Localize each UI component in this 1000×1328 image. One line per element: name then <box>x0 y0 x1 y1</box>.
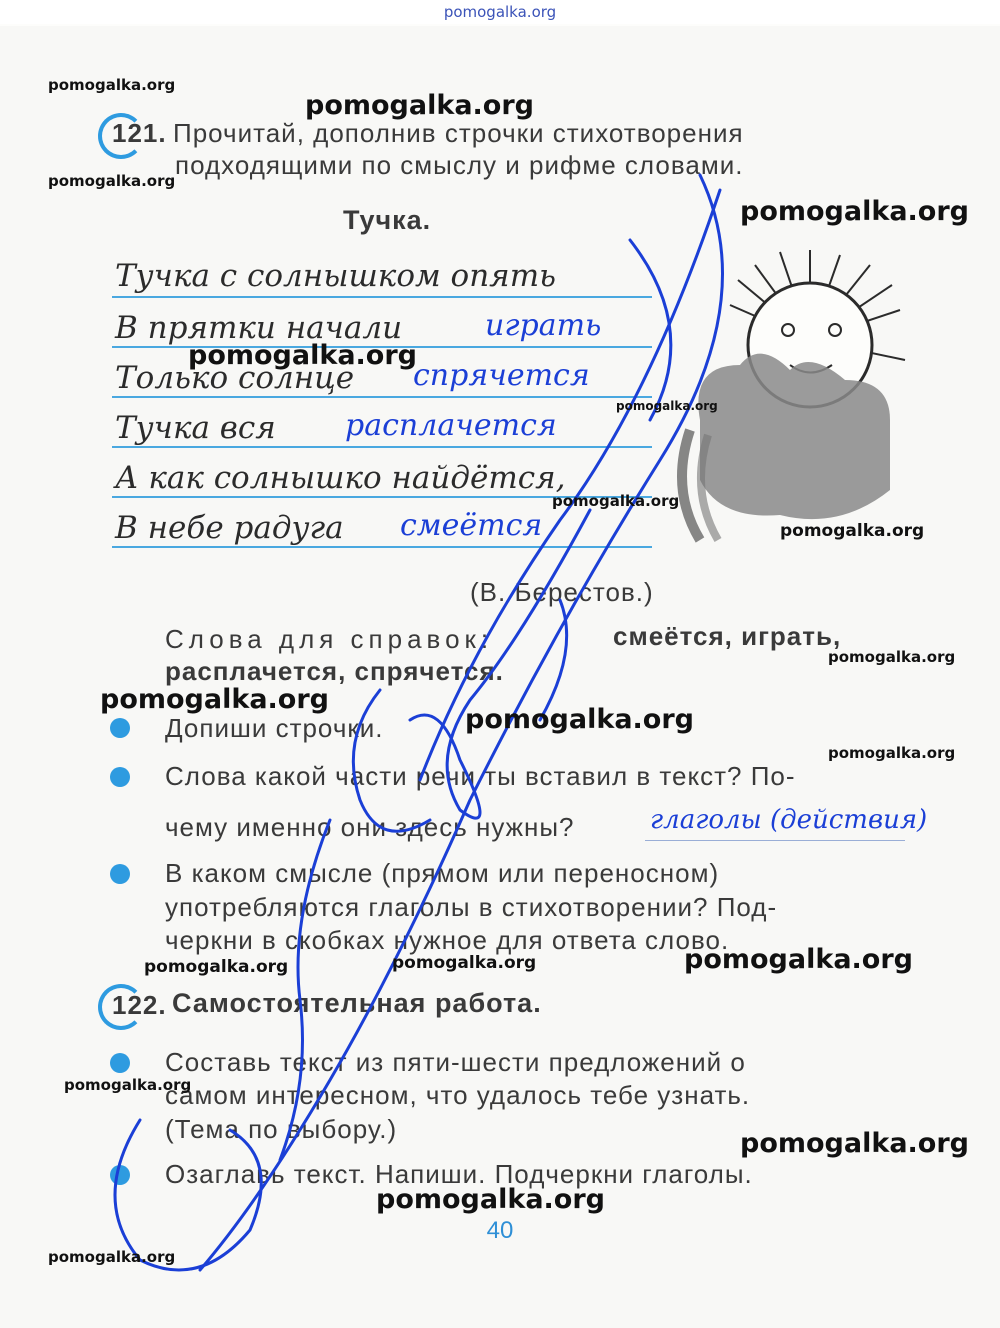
reference-words-2: расплачется, спрячется. <box>165 656 504 686</box>
exercise-number: 121. <box>112 118 167 148</box>
poem-line-2: В прятки начали <box>115 310 403 346</box>
watermark-text: pomogalka.org <box>828 648 956 666</box>
watermark-text: pomogalka.org <box>48 172 176 190</box>
task-bullet-2-line1: Слова какой части речи ты вставил в текст? По- <box>165 761 796 791</box>
task-bullet-1: Допиши строчки. <box>165 713 384 743</box>
watermark-text: pomogalka.org <box>144 957 289 977</box>
watermark-text: pomogalka.org <box>616 399 718 413</box>
site-link[interactable]: pomogalka.org <box>443 3 557 21</box>
task-122-line1: Составь текст из пяти-шести предложений о <box>165 1047 746 1077</box>
reference-label: Слова для справок: <box>165 624 494 654</box>
task-text-line1: Прочитай, дополнив строчки стихотворения <box>173 118 744 148</box>
watermark-text: pomogalka.org <box>465 704 694 735</box>
poem-fill-6[interactable]: смеётся <box>400 508 543 543</box>
watermark-text: pomogalka.org <box>780 521 925 541</box>
poem-fill-2[interactable]: играть <box>485 308 602 343</box>
task-122-line2: самом интересном, что удалось тебе узнать. <box>165 1080 751 1110</box>
watermark-text: pomogalka.org <box>48 1248 176 1266</box>
watermark-text: pomogalka.org <box>740 196 969 227</box>
poem-fill-4[interactable]: расплачется <box>345 408 557 443</box>
watermark-text: pomogalka.org <box>740 1128 969 1159</box>
watermark-text: pomogalka.org <box>392 953 537 973</box>
poem-fill-3[interactable]: спрячется <box>413 358 590 393</box>
poem-line-6: В небе радуга <box>115 510 344 546</box>
watermark-text: pomogalka.org <box>48 76 176 94</box>
exercise-title: Самостоятельная работа. <box>172 988 542 1018</box>
answer-handwriting[interactable]: глаголы (действия) <box>650 805 928 835</box>
poem-line-4: Тучка вся <box>115 410 276 446</box>
task-bullet-3-line3: черкни в скобках нужное для ответа слово. <box>165 925 730 955</box>
poem-line-5: А как солнышко найдётся, <box>115 460 566 496</box>
poem-line-1: Тучка с солнышком опять <box>115 258 556 294</box>
watermark-text: pomogalka.org <box>64 1076 192 1094</box>
watermark-text: pomogalka.org <box>684 944 913 975</box>
task-bullet-3-line2: употребляются глаголы в стихотворении? Под- <box>165 892 778 922</box>
watermark-text: pomogalka.org <box>188 340 417 371</box>
task-122-line3: (Тема по выбору.) <box>165 1114 398 1144</box>
watermark-text: pomogalka.org <box>552 492 680 510</box>
task-122-bullet2: Озаглавь текст. Напиши. Подчеркни глаголы. <box>165 1159 753 1189</box>
poem-author: (В. Берестов.) <box>470 577 654 607</box>
poem-line-3: Только солнце <box>115 360 355 396</box>
watermark-text: pomogalka.org <box>376 1184 605 1215</box>
task-bullet-3-line1: В каком смысле (прямом или переносном) <box>165 858 720 888</box>
watermark-text: pomogalka.org <box>100 684 329 715</box>
exercise-number: 122. <box>112 990 167 1020</box>
watermark-text: pomogalka.org <box>305 90 534 121</box>
task-bullet-2-line2: чему именно они здесь нужны? <box>165 812 575 842</box>
poem-title: Тучка. <box>343 205 432 235</box>
page-number: 40 <box>486 1217 514 1244</box>
task-text-line2: подходящими по смыслу и рифме словами. <box>175 150 744 180</box>
watermark-text: pomogalka.org <box>828 744 956 762</box>
reference-words-1: смеётся, играть, <box>613 621 842 651</box>
